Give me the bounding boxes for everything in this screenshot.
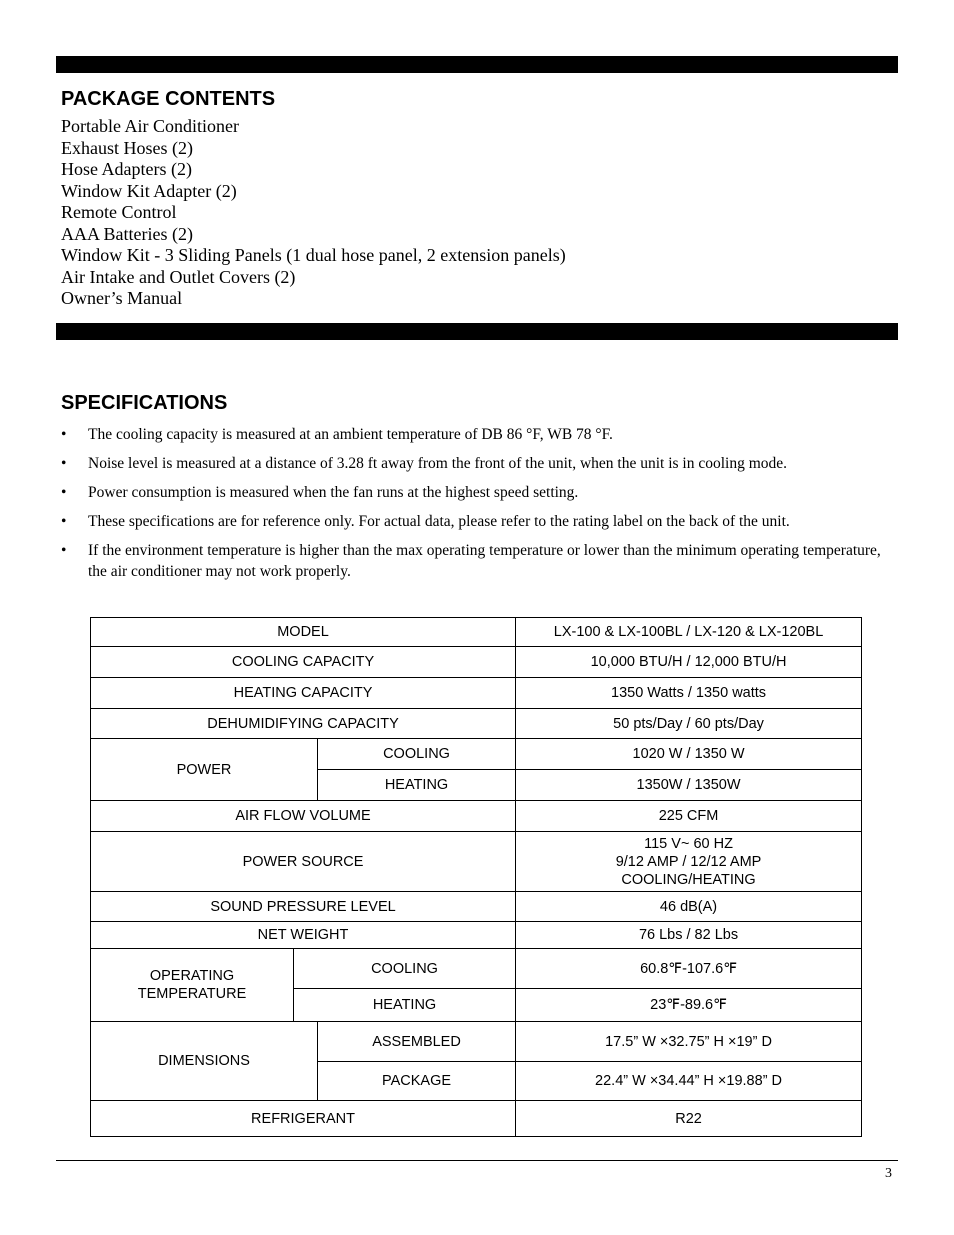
spec-note-text: Noise level is measured at a distance of 3.28 ft away from the front of the unit, when the unit is in cooling mode. xyxy=(88,455,788,472)
page-number: 3 xyxy=(885,1166,892,1181)
footer-rule xyxy=(56,1160,898,1161)
op-temp-heating-value: 23℉-89.6℉ xyxy=(516,989,862,1022)
package-contents-heading: PACKAGE CONTENTS xyxy=(61,88,276,110)
refrigerant-label: REFRIGERANT xyxy=(91,1101,516,1137)
table-row xyxy=(91,892,862,922)
table-row xyxy=(91,1022,862,1062)
spec-note xyxy=(61,511,891,532)
table-row xyxy=(91,922,862,949)
list-item: Owner’s Manual xyxy=(61,288,183,308)
cooling-capacity-label: COOLING CAPACITY xyxy=(91,647,516,678)
dim-package-value: 22.4” W ×34.44” H ×19.88” D xyxy=(516,1062,862,1101)
table-row xyxy=(91,709,862,739)
heating-capacity-label: HEATING CAPACITY xyxy=(91,678,516,709)
specifications-heading: SPECIFICATIONS xyxy=(61,392,228,414)
spec-note xyxy=(61,424,891,445)
dehumidifying-label: DEHUMIDIFYING CAPACITY xyxy=(91,709,516,739)
spec-note-text: If the environment temperature is higher than the max operating temperature or lower than the minimum operating temperature, the air conditioner may not work properly. xyxy=(88,542,881,580)
power-cooling-label: COOLING xyxy=(318,739,516,770)
operating-temperature-label-line: OPERATING xyxy=(149,968,235,984)
power-heating-value: 1350W / 1350W xyxy=(516,770,862,801)
refrigerant-value: R22 xyxy=(516,1101,862,1137)
power-heating-label: HEATING xyxy=(318,770,516,801)
model-label: MODEL xyxy=(91,618,516,647)
op-temp-cooling-value: 60.8℉-107.6℉ xyxy=(516,949,862,989)
heating-capacity-value: 1350 Watts / 1350 watts xyxy=(516,678,862,709)
bullet-icon: • xyxy=(61,542,67,559)
operating-temperature-label xyxy=(91,949,294,1022)
table-row xyxy=(91,647,862,678)
op-temp-heating-label: HEATING xyxy=(294,989,516,1022)
table-row xyxy=(91,832,862,892)
bullet-icon: • xyxy=(61,484,67,501)
sound-value: 46 dB(A) xyxy=(516,892,862,922)
op-temp-cooling-label: COOLING xyxy=(294,949,516,989)
list-item: Portable Air Conditioner xyxy=(61,116,239,136)
airflow-value: 225 CFM xyxy=(516,801,862,832)
list-item: AAA Batteries (2) xyxy=(61,223,193,244)
table-row xyxy=(91,678,862,709)
dimensions-label: DIMENSIONS xyxy=(91,1022,318,1101)
spec-note-text: The cooling capacity is measured at an ambient temperature of DB 86 °F, WB 78 °F. xyxy=(88,426,613,443)
dim-assembled-value: 17.5” W ×32.75” H ×19” D xyxy=(516,1022,862,1062)
spec-note-text: Power consumption is measured when the fan runs at the highest speed setting. xyxy=(88,484,579,501)
power-source-label: POWER SOURCE xyxy=(91,832,516,892)
table-row xyxy=(91,739,862,770)
model-value: LX-100 & LX-100BL / LX-120 & LX-120BL xyxy=(516,618,862,647)
dehumidifying-value: 50 pts/Day / 60 pts/Day xyxy=(516,709,862,739)
net-weight-label: NET WEIGHT xyxy=(91,922,516,949)
power-label: POWER xyxy=(91,739,318,801)
power-source-line: COOLING/HEATING xyxy=(621,871,756,888)
cooling-capacity-value: 10,000 BTU/H / 12,000 BTU/H xyxy=(516,647,862,678)
list-item: Hose Adapters (2) xyxy=(61,159,192,179)
sound-label: SOUND PRESSURE LEVEL xyxy=(91,892,516,922)
list-item: Air Intake and Outlet Covers (2) xyxy=(61,266,296,287)
table-row xyxy=(91,1101,862,1137)
table-row xyxy=(91,949,862,989)
table-row xyxy=(91,801,862,832)
middle-divider-bar xyxy=(56,323,898,340)
airflow-label: AIR FLOW VOLUME xyxy=(91,801,516,832)
dim-package-label: PACKAGE xyxy=(318,1062,516,1101)
list-item: Window Kit - 3 Sliding Panels (1 dual hose panel, 2 extension panels) xyxy=(61,245,566,265)
spec-note xyxy=(61,482,891,503)
bullet-icon: • xyxy=(61,426,67,443)
package-contents-list xyxy=(61,116,566,310)
power-source-line: 9/12 AMP / 12/12 AMP xyxy=(615,853,762,870)
list-item: Window Kit Adapter (2) xyxy=(61,180,237,201)
top-divider-bar xyxy=(56,56,898,73)
power-source-line: 115 V~ 60 HZ xyxy=(644,835,733,852)
dim-assembled-label: ASSEMBLED xyxy=(318,1022,516,1062)
net-weight-value: 76 Lbs / 82 Lbs xyxy=(516,922,862,949)
specifications-table xyxy=(90,617,862,1137)
bullet-icon: • xyxy=(61,513,67,530)
spec-note xyxy=(61,540,891,582)
table-row xyxy=(91,618,862,647)
bullet-icon: • xyxy=(61,455,67,472)
spec-notes-list xyxy=(61,424,891,590)
operating-temperature-label-line: TEMPERATURE xyxy=(137,986,247,1002)
list-item: Remote Control xyxy=(61,202,177,222)
spec-note xyxy=(61,453,891,474)
list-item: Exhaust Hoses (2) xyxy=(61,137,193,158)
spec-note-text: These specifications are for reference only. For actual data, please refer to the rating label on the back of the unit. xyxy=(88,513,790,530)
power-source-value xyxy=(516,832,862,892)
power-cooling-value: 1020 W / 1350 W xyxy=(516,739,862,770)
